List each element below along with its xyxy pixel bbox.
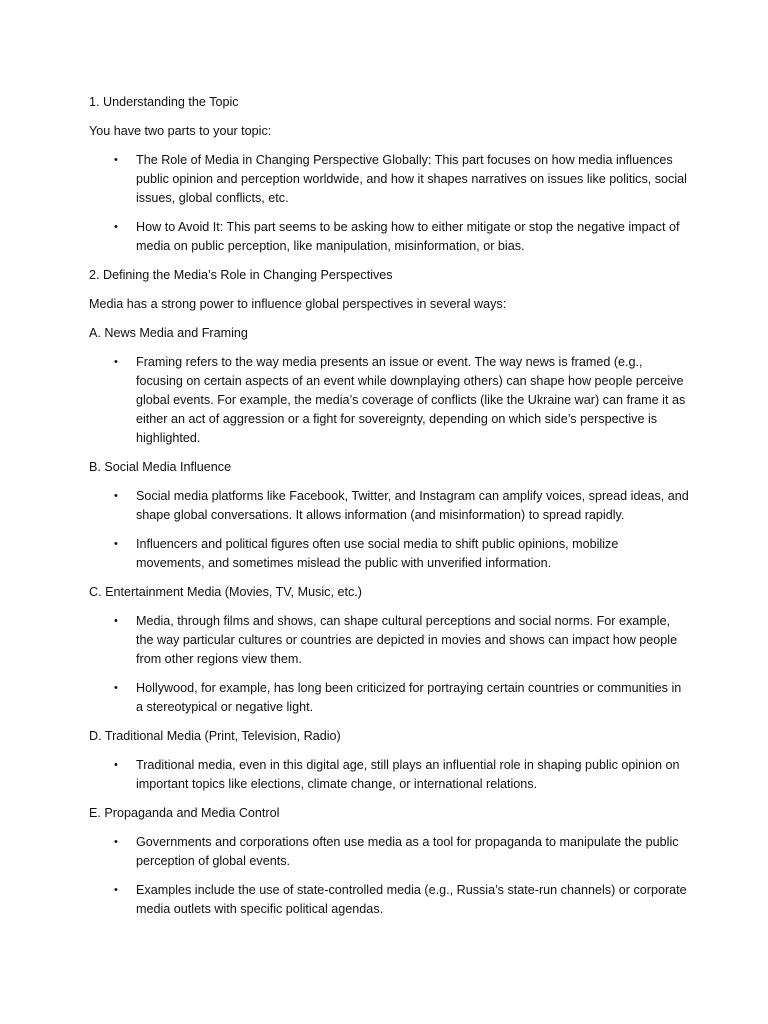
bullet-icon: • — [114, 836, 118, 848]
bullet-text: The Role of Media in Changing Perspective Globally: This part focuses on how media influences public opinion and perception worldwide, and how it shapes narratives on issues like politics, social issues, global conflicts, etc. — [136, 153, 687, 205]
bullet-text: Traditional media, even in this digital age, still plays an influential role in shaping public opinion on important topics like elections, climate change, or international relations. — [136, 758, 680, 791]
bullet-text: Media, through films and shows, can shape cultural perceptions and social norms. For example, the way particular cultures or countries are depicted in movies and shows can impact how people from other regions view them. — [136, 614, 678, 666]
section-heading: A. News Media and Framing — [89, 326, 248, 340]
bullet-icon: • — [114, 154, 118, 166]
bullet-text: Influencers and political figures often use social media to shift public opinions, mobilize movements, and sometimes mislead the public with unverified information. — [136, 537, 619, 570]
bullet-text: Examples include the use of state-controlled media (e.g., Russia’s state-run channels) or corporate media outlets with specific political agendas. — [136, 883, 687, 916]
bullet-list — [89, 353, 689, 448]
bullet-item — [89, 756, 689, 794]
section-heading: 1. Understanding the Topic — [89, 95, 239, 109]
bullet-item — [89, 679, 689, 717]
section-heading: C. Entertainment Media (Movies, TV, Music, etc.) — [89, 585, 362, 599]
bullet-icon: • — [114, 490, 118, 502]
section-heading: E. Propaganda and Media Control — [89, 806, 280, 820]
bullet-list — [89, 151, 689, 256]
bullet-list — [89, 487, 689, 573]
paragraph: You have two parts to your topic: — [89, 124, 272, 138]
document-body — [89, 93, 689, 929]
bullet-list — [89, 756, 689, 794]
bullet-icon: • — [114, 356, 118, 368]
section-heading: B. Social Media Influence — [89, 460, 232, 474]
bullet-item — [89, 881, 689, 919]
bullet-icon: • — [114, 221, 118, 233]
bullet-item — [89, 535, 689, 573]
bullet-icon: • — [114, 682, 118, 694]
bullet-text: Governments and corporations often use media as a tool for propaganda to manipulate the public perception of global events. — [136, 835, 679, 868]
bullet-item — [89, 151, 689, 208]
bullet-item — [89, 218, 689, 256]
bullet-text: How to Avoid It: This part seems to be asking how to either mitigate or stop the negative impact of media on public perception, like manipulation, misinformation, or bias. — [136, 220, 680, 253]
section-heading: D. Traditional Media (Print, Television, Radio) — [89, 729, 341, 743]
bullet-icon: • — [114, 615, 118, 627]
bullet-list — [89, 833, 689, 919]
bullet-icon: • — [114, 538, 118, 550]
bullet-item — [89, 833, 689, 871]
bullet-icon: • — [114, 759, 118, 771]
bullet-text: Framing refers to the way media presents an issue or event. The way news is framed (e.g., focusing on certain aspects of an event while downplaying others) can shape how people perceive global events. For example, the media’s coverage of conflicts (like the Ukraine war) can frame it as either an act of aggression or a fight for sovereignty, depending on which side’s perspective is highlighted. — [136, 355, 686, 445]
paragraph: Media has a strong power to influence global perspectives in several ways: — [89, 297, 507, 311]
bullet-list — [89, 612, 689, 717]
bullet-icon: • — [114, 884, 118, 896]
bullet-text: Hollywood, for example, has long been criticized for portraying certain countries or communities in a stereotypical or negative light. — [136, 681, 682, 714]
bullet-item — [89, 487, 689, 525]
bullet-item — [89, 612, 689, 669]
section-heading: 2. Defining the Media’s Role in Changing Perspectives — [89, 268, 393, 282]
bullet-item — [89, 353, 689, 448]
bullet-text: Social media platforms like Facebook, Twitter, and Instagram can amplify voices, spread ideas, and shape global conversations. It allows information (and misinformation) to spread rapidly. — [136, 489, 689, 522]
